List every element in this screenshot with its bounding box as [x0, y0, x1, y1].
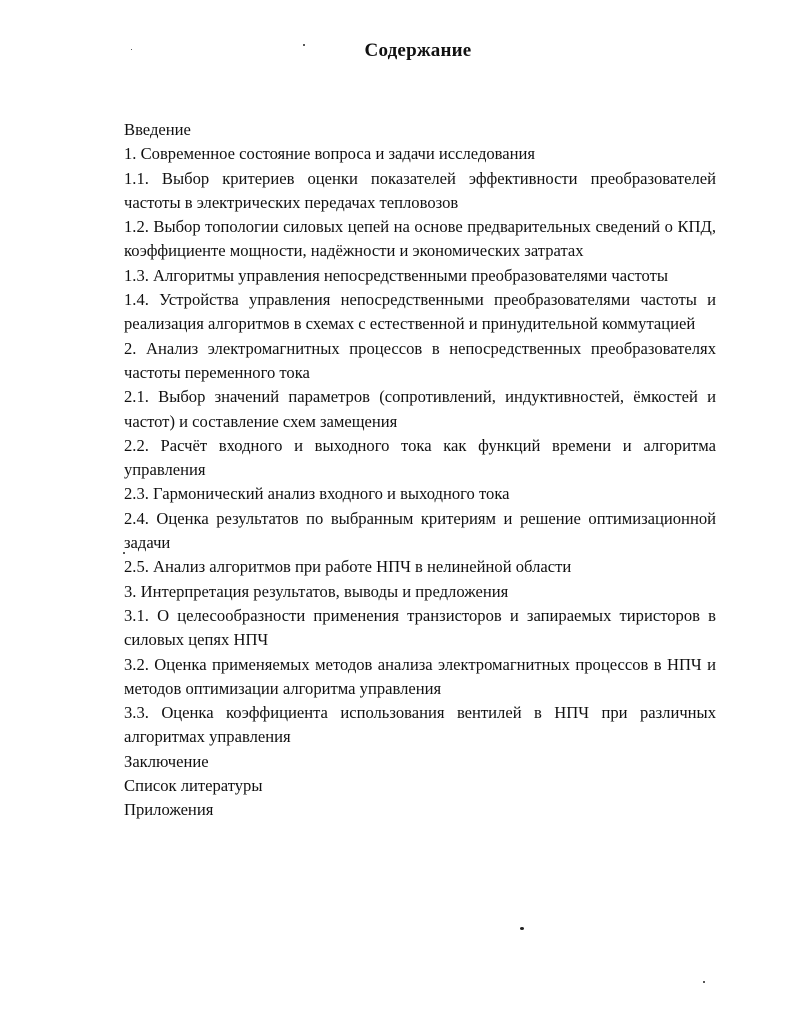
toc-entry-introduction: Введение	[124, 120, 191, 139]
toc-entry-chapter-3: 3. Интерпретация результатов, выводы и предложения	[124, 581, 509, 601]
toc-entry-conclusion: Заключение	[124, 751, 209, 771]
toc-entry-2-2: 2.2. Расчёт входного и выходного тока как функций времени и алгоритма управления	[124, 435, 716, 480]
scan-speck	[123, 552, 125, 554]
toc-entry-2-5: 2.5. Анализ алгоритмов при работе НПЧ в нелинейной области	[124, 557, 572, 577]
toc-entry-chapter-1: 1. Современное состояние вопроса и задачи исследования	[124, 144, 536, 164]
toc-entry-3-1: 3.1. О целесообразности применения транзисторов и запираемых тиристоров в силовых цепях НПЧ	[124, 605, 716, 650]
toc-entry-2-3: 2.3. Гармонический анализ входного и выходного тока	[124, 484, 510, 504]
toc-entry-1-1: 1.1. Выбор критериев оценки показателей эффективности преобразователей частоты в электрических передачах тепловозов	[124, 168, 716, 212]
toc-entry-3-3: 3.3. Оценка коэффициента использования вентилей в НПЧ при различных алгоритмах управления	[124, 703, 716, 747]
toc-entry-references: Список литературы	[124, 776, 263, 796]
scan-speck	[131, 49, 132, 50]
toc-entry-1-4: 1.4. Устройства управления непосредственными преобразователями частоты и реализация алгоритмов в схемах с естественной и принудительной коммутацией	[124, 290, 716, 334]
toc-entry-3-2: 3.2. Оценка применяемых методов анализа электромагнитных процессов в НПЧ и методов оптимизации алгоритма управления	[124, 654, 716, 698]
scan-speck	[303, 44, 305, 46]
table-of-contents	[124, 118, 716, 823]
scan-speck	[520, 927, 524, 930]
toc-entry-appendices: Приложения	[124, 800, 214, 820]
toc-entry-2-4: 2.4. Оценка результатов по выбранным критериям и решение оптимизационной задачи	[124, 508, 716, 553]
toc-entry-1-2: 1.2. Выбор топологии силовых цепей на основе предварительных сведений о КПД, коэффициенте мощности, надёжности и экономических затратах	[124, 217, 716, 261]
page-title: Содержание	[364, 40, 472, 61]
scan-speck	[703, 981, 705, 983]
toc-entry-1-3: 1.3. Алгоритмы управления непосредственными преобразователями частоты	[124, 265, 669, 285]
toc-entry-2-1: 2.1. Выбор значений параметров (сопротивлений, индуктивностей, ёмкостей и частот) и составление схем замещения	[124, 387, 716, 431]
toc-entry-chapter-2: 2. Анализ электромагнитных процессов в непосредственных преобразователях частоты переменного тока	[124, 338, 716, 382]
